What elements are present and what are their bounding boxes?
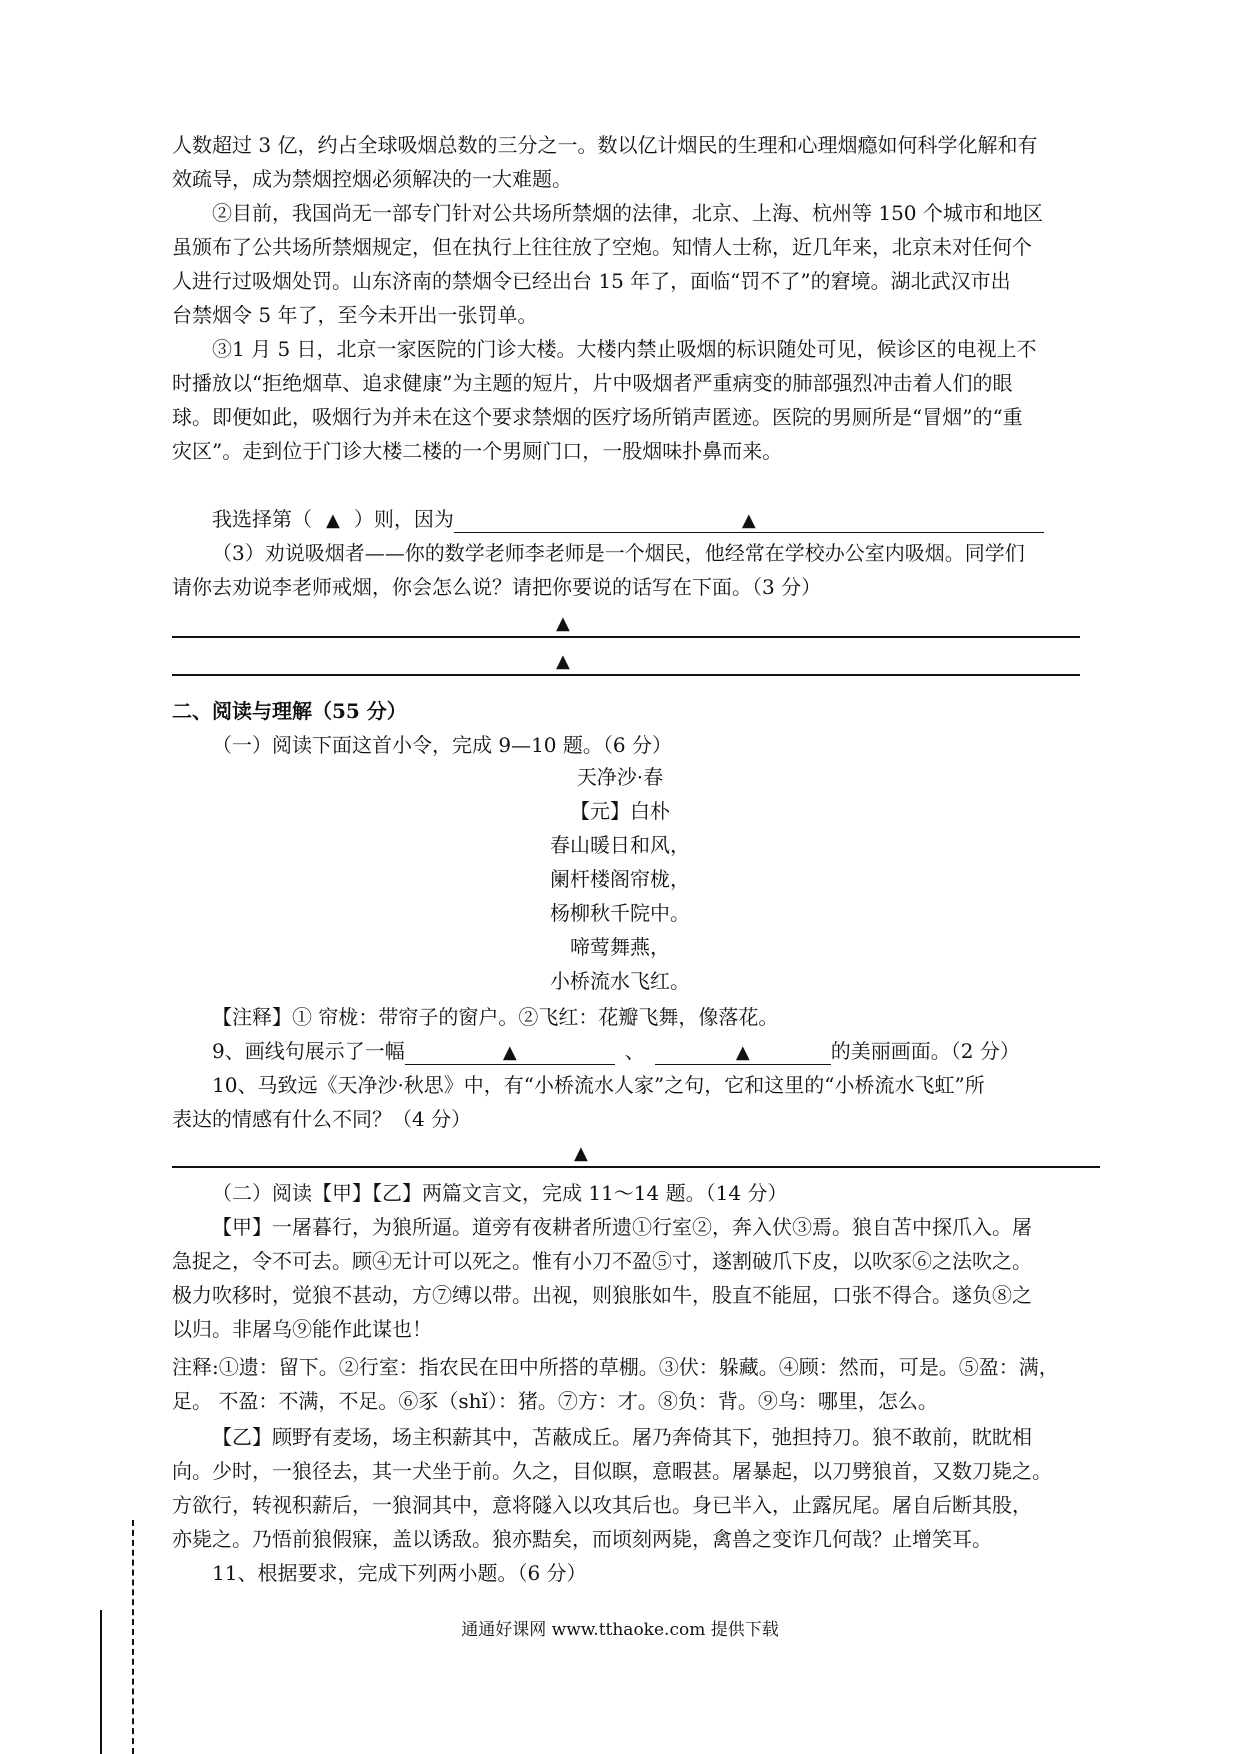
passage-line: 人进行过吸烟处罚。山东济南的禁烟令已经出台 15 年了，面临“罚不了”的窘境。湖北武汉市出: [172, 269, 1011, 293]
question-10-cont: 表达的情感有什么不同？（4 分）: [172, 1107, 472, 1131]
passage-line: ②目前，我国尚无一部专门针对公共场所禁烟的法律，北京、上海、杭州等 150 个城市和地区: [212, 201, 1043, 225]
answer-line[interactable]: [172, 674, 1080, 676]
choose-line: [212, 502, 1112, 538]
poem-line: 杨柳秋千院中。: [550, 901, 690, 925]
answer-line[interactable]: [172, 636, 1080, 638]
classical-text-line: 【甲】一屠暮行，为狼所逼。道旁有夜耕者所遗①行室②，奔入伏③焉。狼自苫中探爪入。屠: [212, 1215, 1032, 1239]
classical-text-line: 极力吹移时，觉狼不甚动，方⑦缚以带。出视，则狼胀如牛，股直不能屈，口张不得合。遂负⑧之: [172, 1283, 1032, 1307]
q9-blank-2[interactable]: [655, 1038, 831, 1065]
passage-line: 台禁烟令 5 年了，至今未开出一张罚单。: [172, 303, 538, 327]
choose-prefix: 我选择第（: [212, 507, 312, 531]
question-line: （3）劝说吸烟者——你的数学老师李老师是一个烟民，他经常在学校办公室内吸烟。同学们: [212, 541, 1025, 565]
passage-line: 时播放以“拒绝烟草、追求健康”为主题的短片，片中吸烟者严重病变的肺部强烈冲击着人们的眼: [172, 371, 1013, 395]
q9-suffix: 的美丽画面。（2 分）: [830, 1039, 1020, 1063]
classical-text-line: 方欲行，转视积薪后，一狼洞其中，意将隧入以攻其后也。身已半入，止露尻尾。屠自后断其股，: [172, 1493, 1032, 1517]
question-9: [212, 1034, 1112, 1068]
q9-separator: 、: [624, 1039, 645, 1063]
classical-text-line: 急捉之，令不可去。顾④无计可以死之。惟有小刀不盈⑤寸，遂割破爪下皮，以吹豕⑥之法吹之。: [172, 1249, 1032, 1273]
binding-dashed-line: [132, 1520, 134, 1754]
footer-source: 通通好课网 www.tthaoke.com 提供下载: [461, 1620, 779, 1640]
question-11: 11、根据要求，完成下列两小题。（6 分）: [212, 1561, 587, 1585]
notes-line: 足。 不盈：不满，不足。⑥豕（shǐ）：猪。⑦方：才。⑧负：背。⑨乌：哪里，怎么。: [172, 1389, 938, 1413]
binding-solid-line: [100, 1610, 102, 1754]
choose-middle: ）则，因为: [353, 507, 454, 531]
choice-marker: ▲: [326, 510, 340, 531]
answer-marker: ▲: [741, 510, 756, 531]
q9-blank-1[interactable]: [405, 1038, 615, 1065]
classical-text-line: 亦毙之。乃悟前狼假寐，盖以诱敌。狼亦黠矣，而顷刻两毙，禽兽之变诈几何哉？止增笑耳。: [172, 1527, 992, 1551]
poem-line: 小桥流水飞红。: [550, 969, 690, 993]
answer-line[interactable]: [172, 1166, 1100, 1168]
passage-line: ③1 月 5 日，北京一家医院的门诊大楼。大楼内禁止吸烟的标识随处可见，候诊区的电视上不: [212, 337, 1037, 361]
part-intro: （二）阅读【甲】【乙】两篇文言文，完成 11～14 题。（14 分）: [212, 1181, 788, 1205]
passage-line: 球。即便如此，吸烟行为并未在这个要求禁烟的医疗场所销声匿迹。医院的男厕所是“冒烟”的“重: [172, 405, 1023, 429]
classical-text-line: 以归。非屠乌⑨能作此谋也！: [172, 1317, 432, 1341]
passage-line: 人数超过 3 亿，约占全球吸烟总数的三分之一。数以亿计烟民的生理和心理烟瘾如何科学化解和有: [172, 133, 1038, 157]
notes-line: 注释:①遗：留下。②行室：指农民在田中所搭的草棚。③伏：躲藏。④顾：然而，可是。⑤盈：满，: [172, 1355, 1059, 1379]
answer-marker: ▲: [556, 613, 570, 634]
answer-marker: ▲: [735, 1042, 750, 1063]
poem-line: 春山暖日和风，: [550, 833, 690, 857]
classical-text-line: 向。少时，一狼径去，其一犬坐于前。久之，目似瞑，意暇甚。屠暴起，以刀劈狼首，又数刀毙之。: [172, 1459, 1052, 1483]
passage-line: 灾区”。走到位于门诊大楼二楼的一个男厕门口，一股烟味扑鼻而来。: [172, 439, 783, 463]
poem-line: 啼莺舞燕，: [570, 935, 670, 959]
poem-line: 阑杆楼阁帘栊，: [550, 867, 690, 891]
answer-marker: ▲: [556, 651, 570, 672]
answer-marker: ▲: [502, 1042, 517, 1063]
section-heading: 二、阅读与理解（55 分）: [172, 699, 407, 723]
poem-note: 【注释】① 帘栊：带帘子的窗户。②飞红：花瓣飞舞，像落花。: [212, 1005, 779, 1029]
answer-marker: ▲: [574, 1143, 588, 1164]
poem-author: 【元】白朴: [570, 799, 670, 823]
passage-line: 虽颁布了公共场所禁烟规定，但在执行上往往放了空炮。知情人士称，近几年来，北京未对任何个: [172, 235, 1032, 259]
part-intro: （一）阅读下面这首小令，完成 9—10 题。（6 分）: [212, 733, 672, 757]
classical-text-line: 【乙】顾野有麦场，场主积薪其中，苫蔽成丘。屠乃奔倚其下，弛担持刀。狼不敢前，眈眈相: [212, 1425, 1032, 1449]
question-10: 10、马致远《天净沙·秋思》中，有“小桥流水人家”之句，它和这里的“小桥流水飞虹”所: [212, 1073, 985, 1097]
passage-line: 效疏导，成为禁烟控烟必须解决的一大难题。: [172, 167, 572, 191]
q9-prefix: 9、画线句展示了一幅: [212, 1039, 405, 1063]
poem-title: 天净沙·春: [576, 765, 664, 789]
question-line: 请你去劝说李老师戒烟，你会怎么说？请把你要说的话写在下面。（3 分）: [172, 575, 822, 599]
reason-answer-blank[interactable]: [454, 506, 1044, 533]
